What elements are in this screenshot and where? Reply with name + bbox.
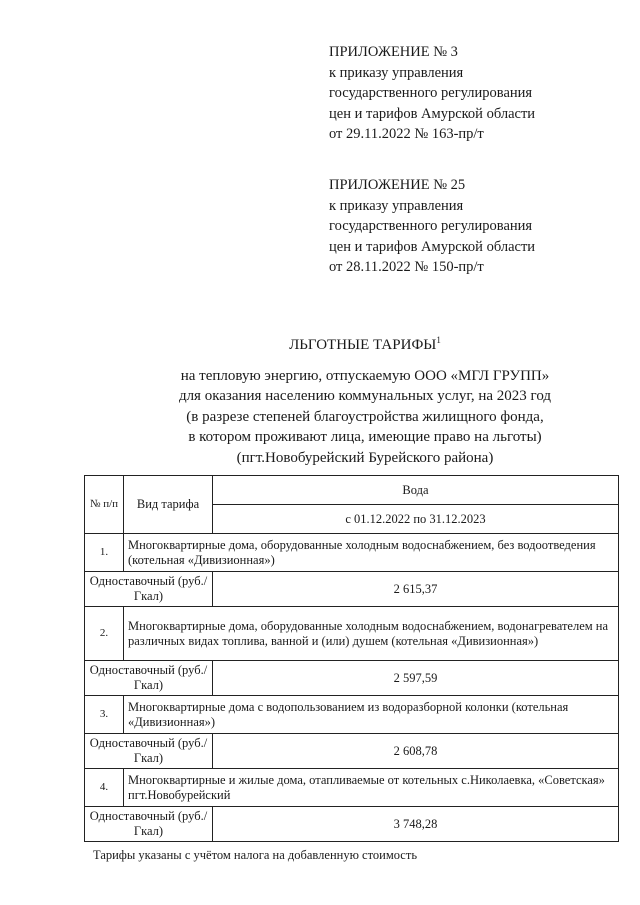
row-num: 4. [85,769,124,807]
table-row [85,769,619,807]
appendix-25-block [329,175,535,278]
appendix-25-date: от 28.11.2022 № 150-пр/т [329,259,484,275]
table-row [85,696,619,734]
title-text: ЛЬГОТНЫЕ ТАРИФЫ [289,337,437,353]
table-row [85,534,619,572]
row-tariff-type: Одноставочный (руб./Гкал) [85,734,213,769]
appendix-25-heading: ПРИЛОЖЕНИЕ № 25 [329,177,466,193]
row-num: 2. [85,607,124,661]
row-num: 3. [85,696,124,734]
table-header-row [85,476,619,505]
row-description: Многоквартирные дома, оборудованные холодным водоснабжением, без водоотведения (котельная «Дивизионная») [124,534,619,572]
title-block [110,330,620,468]
subtitle-line: на тепловую энергию, отпускаемую ООО «МГЛ ГРУПП» [180,367,550,384]
table-row [85,734,619,769]
row-num: 1. [85,534,124,572]
appendix-25-line: государственного регулирования [329,218,533,234]
row-value: 3 748,28 [213,807,619,842]
table-row [85,807,619,842]
appendix-3-line: цен и тарифов Амурской области [329,105,536,122]
vat-footnote: Тарифы указаны с учётом налога на добавленную стоимость [93,848,418,862]
appendix-3-date: от 29.11.2022 № 163-пр/т [329,126,484,142]
tariff-table [84,475,619,842]
appendix-3-line: государственного регулирования [329,85,533,101]
appendix-3-block [329,42,535,145]
footnote-mark: 1 [436,335,441,345]
header-group: Вода [213,476,619,505]
row-tariff-type: Одноставочный (руб./Гкал) [85,572,213,607]
row-value: 2 615,37 [213,572,619,607]
table-row [85,572,619,607]
appendix-3-heading: ПРИЛОЖЕНИЕ № 3 [329,44,458,60]
subtitle-line: (в разрезе степеней благоустройства жилищного фонда, [186,408,544,425]
appendix-25-line: к приказу управления [329,197,464,214]
row-tariff-type: Одноставочный (руб./Гкал) [85,807,213,842]
header-kind: Вид тарифа [124,476,213,534]
subtitle-line: в котором проживают лица, имеющие право на льготы) [188,429,542,445]
table-row [85,661,619,696]
document-title [110,330,620,356]
appendix-25-line: цен и тарифов Амурской области [329,238,536,255]
row-description: Многоквартирные и жилые дома, отапливаемые от котельных с.Николаевка, «Советская» пгт.Новобурейский [124,769,619,807]
header-num: № п/п [85,476,124,534]
row-value: 2 608,78 [213,734,619,769]
row-description: Многоквартирные дома с водопользованием из водоразборной колонки (котельная «Дивизионная») [124,696,619,734]
header-period: с 01.12.2022 по 31.12.2023 [213,505,619,534]
subtitle-line: (пгт.Новобурейский Бурейского района) [236,449,494,466]
row-tariff-type: Одноставочный (руб./Гкал) [85,661,213,696]
row-description: Многоквартирные дома, оборудованные холодным водоснабжением, водонагревателем на различных видах топлива, ванной и (или) душем (котельная «Дивизионная») [124,607,619,661]
table-row [85,607,619,661]
row-value: 2 597,59 [213,661,619,696]
appendix-3-line: к приказу управления [329,64,464,81]
subtitle-line: для оказания населению коммунальных услуг, на 2023 год [178,388,552,404]
